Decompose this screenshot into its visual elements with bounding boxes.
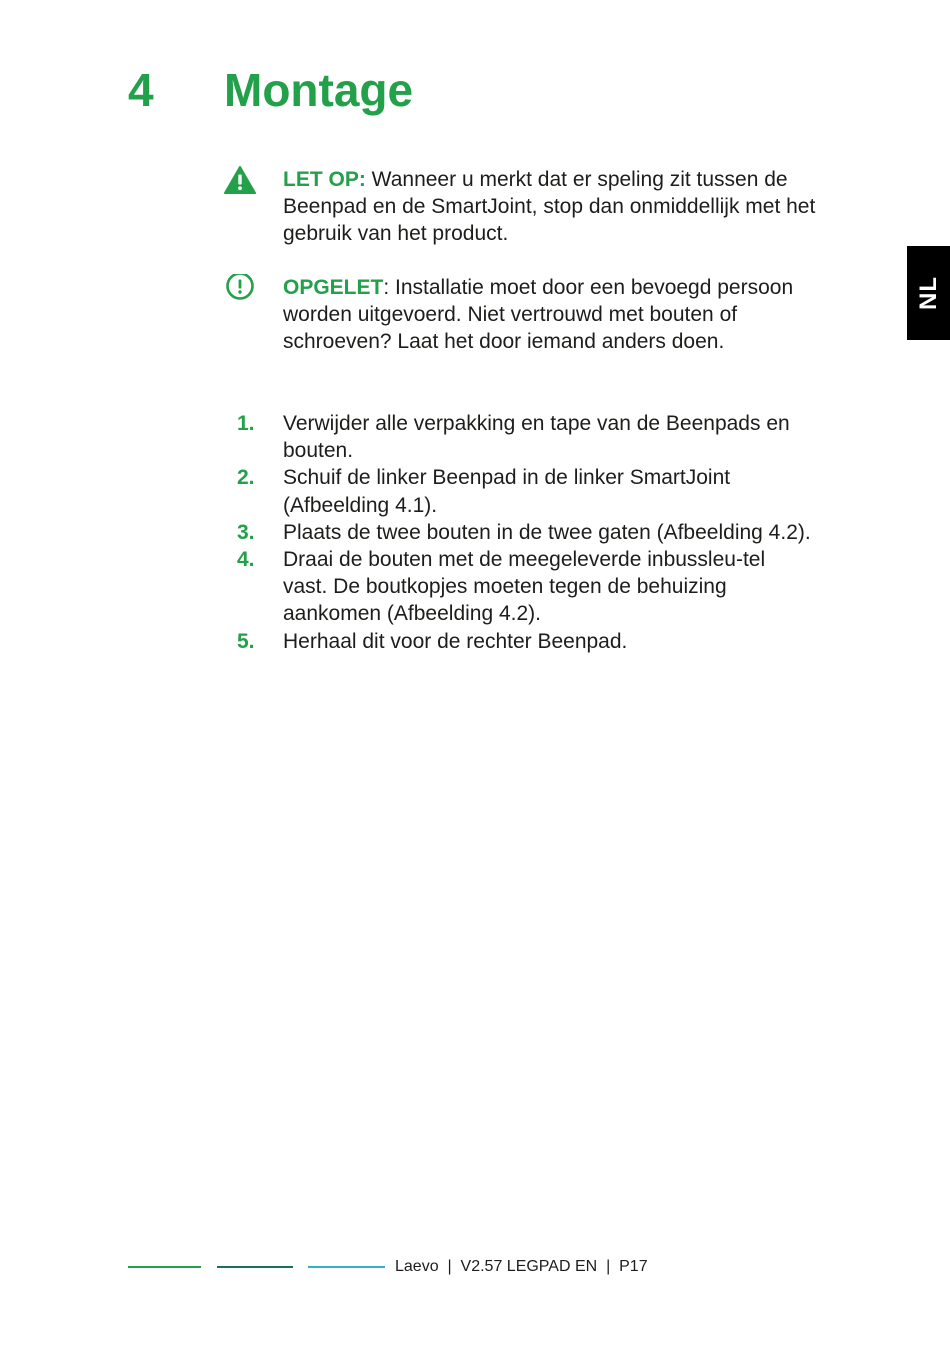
caution-lead: OPGELET [283,276,384,299]
step-text: Verwijder alle verpakking en tape van de Beenpads en bouten. [283,412,790,463]
warning-text: Wanneer u merkt dat er speling zit tussen de Beenpad en de SmartJoint, stop dan onmiddellijk met het gebruik van het product. [283,168,816,245]
list-item [224,410,814,464]
step-number: 3. [237,520,255,544]
page-footer: Laevo | V2.57 LEGPAD EN | P17 [395,1258,648,1275]
footer-rule [308,1266,385,1268]
step-text: Schuif de linker Beenpad in de linker SmartJoint (Afbeelding 4.1). [283,466,731,517]
list-item [224,464,814,518]
step-number: 2. [237,466,255,490]
language-tab-label: NL [914,276,942,310]
step-text: Herhaal dit voor de rechter Beenpad. [283,629,628,653]
chapter-number: 4 [128,64,154,116]
step-number: 1. [237,412,255,435]
caution-text: : Installatie moet door een bevoegd persoon worden uitgevoerd. Niet vertrouwd met bouten of schroeven? Laat het door iemand anders doen. [283,276,794,353]
list-item [224,546,814,628]
step-text: Draai de bouten met de meegeleverde inbussleu-tel vast. De boutkopjes moeten tegen de behuizing aankomen (Afbeelding 4.2). [283,548,766,626]
assembly-steps-list [224,410,814,655]
warning-notice [224,166,834,247]
language-tab [907,246,950,340]
exclamation-circle-icon [224,274,256,306]
list-item [224,628,814,655]
step-number: 4. [237,548,255,572]
step-text: Plaats de twee bouten in de twee gaten (Afbeelding 4.2). [283,520,811,544]
list-item [224,519,814,546]
footer-rule [128,1266,201,1268]
step-number: 5. [237,629,255,653]
warning-lead: LET OP: [283,168,366,191]
footer-rule [217,1266,293,1268]
page-title: Montage [224,64,414,116]
warning-triangle-icon [224,166,256,198]
caution-notice [224,274,834,355]
